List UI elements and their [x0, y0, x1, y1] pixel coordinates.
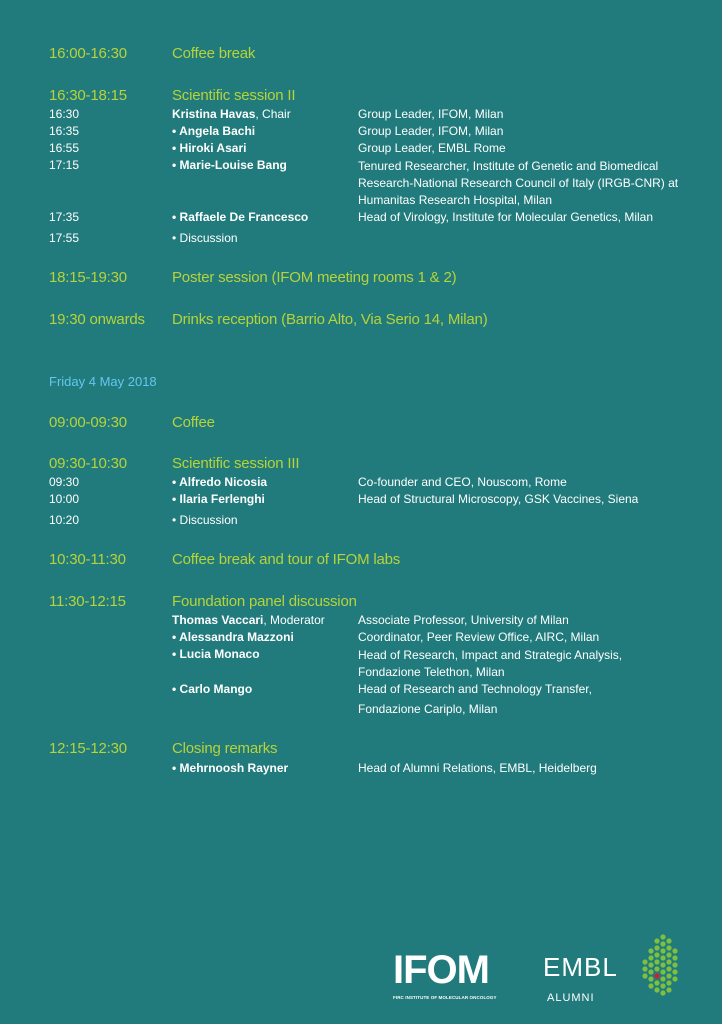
speaker-role: Group Leader, EMBL Rome [358, 141, 506, 155]
speaker-name: • Raffaele De Francesco [172, 210, 309, 224]
speaker-role: Group Leader, IFOM, Milan [358, 124, 504, 138]
speaker-role: Head of Alumni Relations, EMBL, Heidelberg [358, 761, 597, 775]
block-time: 11:30-12:15 [49, 593, 126, 610]
block-time: 10:30-11:30 [49, 551, 126, 568]
speaker [172, 107, 291, 121]
speaker-name: • Ilaria Ferlenghi [172, 492, 265, 506]
panelist-suffix: , Moderator [263, 613, 325, 627]
panelist-role: Head of Research and Technology Transfer, [358, 682, 592, 696]
block-time: 09:00-09:30 [49, 414, 127, 431]
speaker-role: Group Leader, IFOM, Milan [358, 107, 504, 121]
block-title: Scientific session II [172, 87, 296, 104]
day-heading: Friday 4 May 2018 [49, 374, 157, 389]
speaker-name: • Mehrnoosh Rayner [172, 761, 289, 775]
speaker-name: • Alfredo Nicosia [172, 475, 268, 489]
block-title: Foundation panel discussion [172, 593, 357, 610]
ifom-logo-subtitle: FIRC INSTITUTE OF MOLECULAR ONCOLOGY [393, 995, 497, 1000]
block-time: 16:00-16:30 [49, 45, 127, 62]
speaker-name: Kristina Havas [172, 107, 256, 121]
speaker-name: • Marie-Louise Bang [172, 158, 287, 172]
block-time: 19:30 onwards [49, 311, 145, 328]
panelist-name: • Carlo Mango [172, 682, 253, 696]
hexagon-dots-icon [639, 932, 681, 1004]
talk-time: 17:55 [49, 231, 80, 245]
speaker-suffix: , Chair [255, 107, 291, 121]
block-time: 09:30-10:30 [49, 455, 127, 472]
block-time: 12:15-12:30 [49, 740, 127, 757]
ifom-logo-text: IFOM [393, 948, 489, 992]
ifom-logo [393, 950, 505, 1006]
panelist-role-line2: Fondazione Cariplo, Milan [358, 702, 498, 716]
panelist-name: Thomas Vaccari [172, 613, 264, 627]
speaker-name: • Angela Bachi [172, 124, 256, 138]
talk-time: 17:15 [49, 158, 80, 172]
panelist-name: • Lucia Monaco [172, 647, 260, 661]
panelist-role: Associate Professor, University of Milan [358, 613, 569, 627]
block-title: Coffee break and tour of IFOM labs [172, 551, 401, 568]
embl-logo-text: EMBL [543, 952, 618, 982]
talk-time: 16:55 [49, 141, 80, 155]
panelist-name: • Alessandra Mazzoni [172, 630, 294, 644]
panelist-role: Head of Research, Impact and Strategic Analysis, Fondazione Telethon, Milan [358, 648, 623, 679]
talk-time: 09:30 [49, 475, 80, 489]
speaker-role: Head of Virology, Institute for Molecular Genetics, Milan [358, 210, 654, 224]
talk-time: 10:00 [49, 492, 80, 506]
speaker-role: Tenured Researcher, Institute of Genetic and Biomedical Research-National Research Council of Italy (IRGB-CNR) at Humanitas Research Hospital, Milan [358, 159, 679, 207]
block-title: Coffee [172, 414, 215, 431]
speaker-role: Head of Structural Microscopy, GSK Vaccines, Siena [358, 492, 639, 506]
block-title: Drinks reception (Barrio Alto, Via Serio 14, Milan) [172, 311, 488, 328]
talk-time: 10:20 [49, 513, 80, 527]
block-title: Coffee break [172, 45, 256, 62]
block-title: Closing remarks [172, 740, 278, 757]
talk-time: 16:35 [49, 124, 80, 138]
embl-logo-subtitle: ALUMNI [547, 992, 595, 1004]
speaker-name: • Hiroki Asari [172, 141, 247, 155]
talk-time: 16:30 [49, 107, 80, 121]
block-time: 18:15-19:30 [49, 269, 127, 286]
discussion-label: • Discussion [172, 513, 238, 527]
speaker-role: Co-founder and CEO, Nouscom, Rome [358, 475, 567, 489]
panelist-role: Coordinator, Peer Review Office, AIRC, Milan [358, 630, 600, 644]
talk-time: 17:35 [49, 210, 80, 224]
panelist [172, 613, 325, 627]
embl-alumni-logo [543, 930, 681, 1010]
block-title: Poster session (IFOM meeting rooms 1 & 2) [172, 269, 457, 286]
block-time: 16:30-18:15 [49, 87, 127, 104]
discussion-label: • Discussion [172, 231, 238, 245]
block-title: Scientific session III [172, 455, 300, 472]
